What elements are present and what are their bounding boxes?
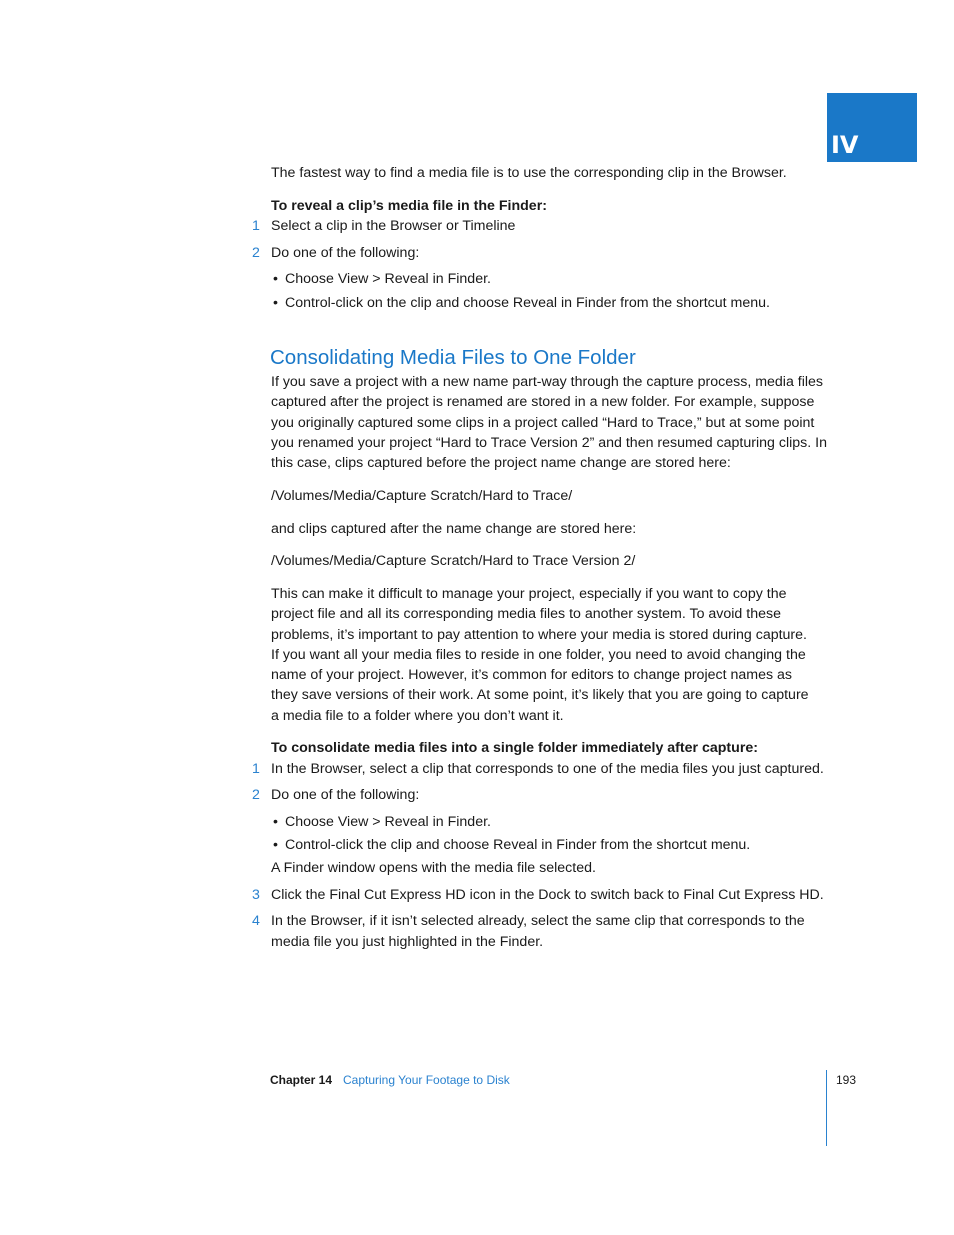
task-heading-consolidate: To consolidate media files into a single folder immediately after capture:: [271, 740, 758, 756]
paragraph-line: you renamed your project “Hard to Trace Version 2” and then resumed capturing clips. In: [271, 435, 827, 451]
part-tab: IV: [827, 93, 917, 162]
step-text: Do one of the following:: [271, 245, 420, 261]
step-result: A Finder window opens with the media file selected.: [271, 860, 596, 876]
bullet-glyph: •: [273, 271, 278, 287]
paragraph-line: this case, clips captured before the project name change are stored here:: [271, 455, 731, 471]
paragraph-line: captured after the project is renamed are stored in a new folder. For example, suppose: [271, 394, 815, 410]
bullet-text: Choose View > Reveal in Finder.: [285, 271, 491, 287]
paragraph-line: If you save a project with a new name part-way through the capture process, media files: [271, 374, 824, 390]
paragraph-line: project file and all its corresponding media files to another system. To avoid these: [271, 606, 781, 622]
step-number: 1: [252, 761, 260, 777]
paragraph-line: name of your project. However, it’s common for editors to change project names as: [271, 667, 792, 683]
path-example-new: /Volumes/Media/Capture Scratch/Hard to Trace Version 2/: [271, 553, 636, 569]
step-text: Do one of the following:: [271, 787, 420, 803]
footer-chapter-title: Capturing Your Footage to Disk: [343, 1073, 510, 1087]
intro-paragraph: The fastest way to find a media file is to use the corresponding clip in the Browser.: [271, 165, 787, 181]
step-text: Click the Final Cut Express HD icon in the Dock to switch back to Final Cut Express HD.: [271, 887, 824, 903]
paragraph-line: a media file to a folder where you don’t want it.: [271, 708, 564, 724]
paragraph-line: If you want all your media files to reside in one folder, you need to avoid changing the: [271, 647, 806, 663]
footer-divider: [826, 1070, 827, 1146]
step-number: 2: [252, 787, 260, 803]
step-text: Select a clip in the Browser or Timeline: [271, 218, 516, 234]
bullet-text: Choose View > Reveal in Finder.: [285, 814, 491, 830]
paragraph-line: and clips captured after the name change are stored here:: [271, 521, 637, 537]
paragraph-line: they save versions of their work. At some point, it’s likely that you are going to capture: [271, 687, 809, 703]
bullet-glyph: •: [273, 814, 278, 830]
bullet-text: Control-click on the clip and choose Reveal in Finder from the shortcut menu.: [285, 295, 770, 311]
bullet-glyph: •: [273, 295, 278, 311]
bullet-text: Control-click the clip and choose Reveal in Finder from the shortcut menu.: [285, 837, 751, 853]
task-heading-reveal: To reveal a clip’s media file in the Finder:: [271, 198, 547, 214]
step-number: 4: [252, 913, 260, 929]
step-number: 3: [252, 887, 260, 903]
paragraph-line: This can make it difficult to manage your project, especially if you want to copy the: [271, 586, 787, 602]
step-text: media file you just highlighted in the Finder.: [271, 934, 544, 950]
paragraph-line: you originally captured some clips in a project called “Hard to Trace,” but at some point: [271, 415, 815, 431]
paragraph-line: problems, it’s important to pay attention to where your media is stored during capture.: [271, 627, 807, 643]
section-heading: Consolidating Media Files to One Folder: [270, 346, 636, 369]
footer-chapter: Chapter 14: [270, 1073, 333, 1087]
step-number: 1: [252, 218, 260, 234]
step-text: In the Browser, if it isn’t selected already, select the same clip that corresponds to the: [271, 913, 805, 929]
bullet-glyph: •: [273, 837, 278, 853]
page-number: 193: [836, 1073, 857, 1087]
step-number: 2: [252, 245, 260, 261]
path-example-old: /Volumes/Media/Capture Scratch/Hard to Trace/: [271, 488, 573, 504]
step-text: In the Browser, select a clip that corresponds to one of the media files you just captured.: [271, 761, 824, 777]
